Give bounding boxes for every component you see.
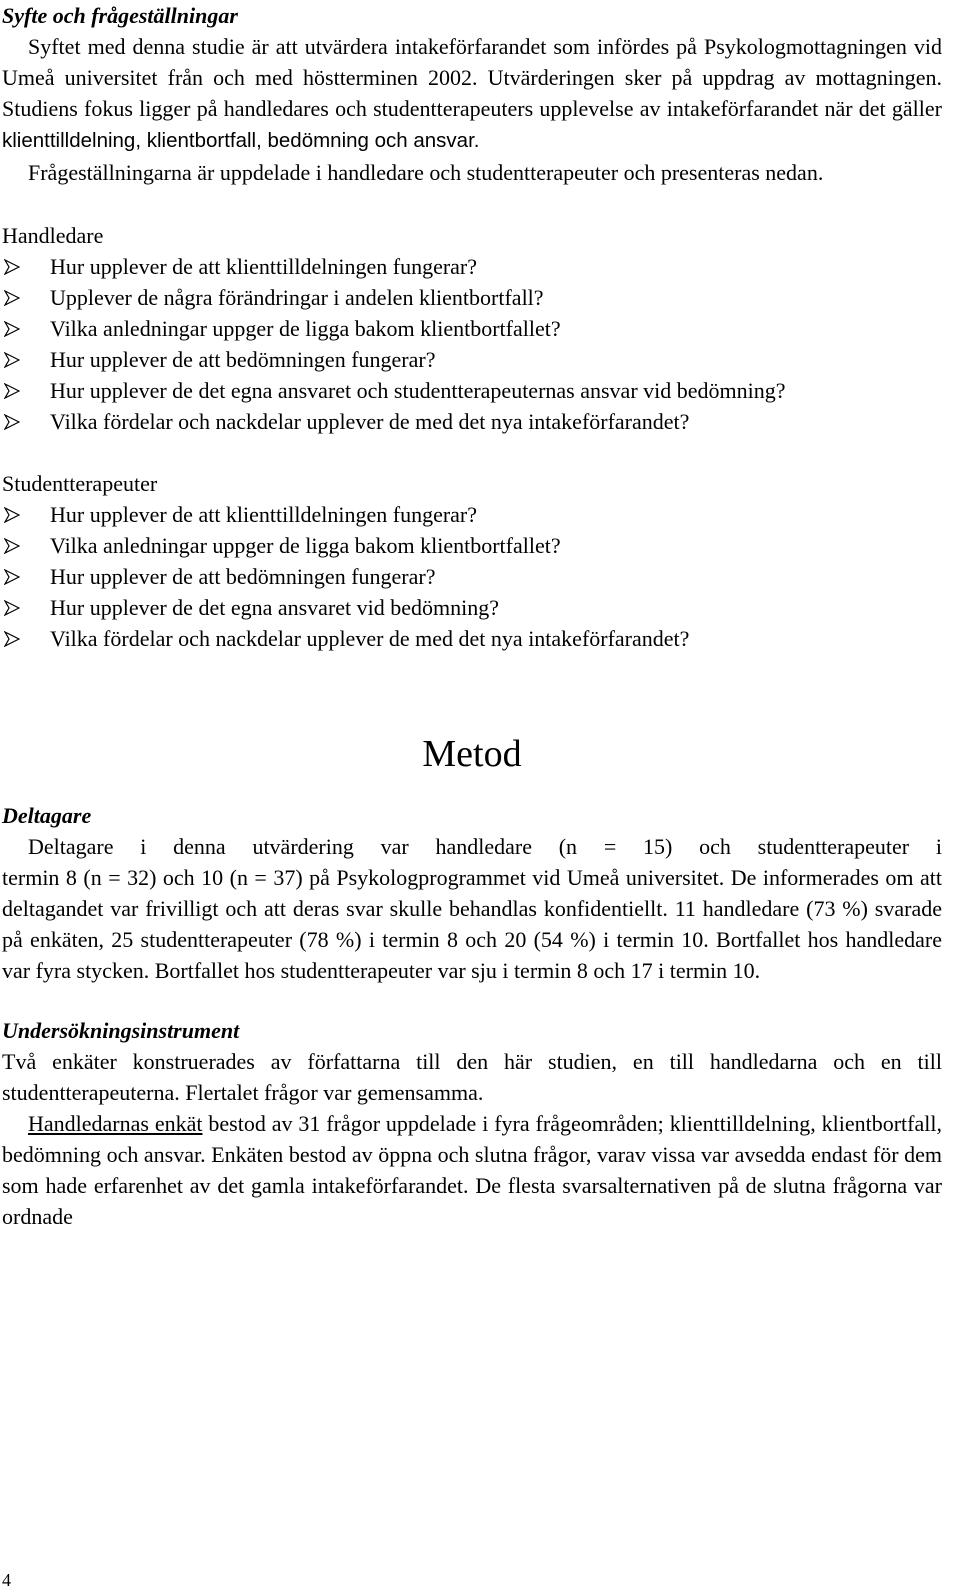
undersokning-paragraph-1: Två enkäter konstruerades av författarna till den här studien, en till handledarna och en till studentterapeuterna. Flertalet frågor var gemensamma. [2,1049,942,1105]
studentterapeuter-question: Vilka fördelar och nackdelar upplever de med det nya intakeförfarandet? [2,623,942,654]
syfte-paragraph-sans: klienttilldelning, klientbortfall, bedömning och ansvar. [2,129,480,152]
arrow-bullet-icon [4,569,20,585]
studentterapeuter-question: Vilka anledningar uppger de ligga bakom klientbortfallet? [2,530,942,561]
deltagare-paragraph-line1: Deltagare i denna utvärdering var handledare (n = 15) och studentterapeuter i [28,834,942,859]
page-number: 4 [2,1570,11,1590]
arrow-bullet-icon [4,538,20,554]
arrow-bullet-icon [4,631,20,647]
undersokning-paragraph-2-text: bestod av 31 frågor uppdelade i fyra frågeområden; klienttilldelning, klientbortfall, bedömning och ansvar. Enkäten bestod av öppna och slutna frågor, varav vissa var avsedda endast för dem som hade erfarenhet av det gamla intakeförfarandet. De flesta svarsalternativen på de slutna frågorna var ordnade [2,1111,942,1229]
studentterapeuter-heading: Studentterapeuter [2,471,158,496]
handledare-question: Hur upplever de att klienttilldelningen fungerar? [2,251,942,282]
handledare-question-list [2,251,942,437]
studentterapeuter-question-list [2,499,942,654]
handledare-question: Hur upplever de att bedömningen fungerar? [2,344,942,375]
deltagare-heading: Deltagare [2,803,92,828]
arrow-bullet-icon [4,321,20,337]
arrow-bullet-icon [4,383,20,399]
handledare-question: Vilka anledningar uppger de ligga bakom klientbortfallet? [2,313,942,344]
arrow-bullet-icon [4,259,20,275]
deltagare-paragraph-rest: termin 8 (n = 32) och 10 (n = 37) på Psykologprogrammet vid Umeå universitet. De informerades om att deltagandet var frivilligt och att deras svar skulle behandlas konfidentiellt. 11 handledare (73 %) svarade på enkäten, 25 studentterapeuter (78 %) i termin 8 och 20 (54 %) i termin 10. Bortfallet hos handledare var fyra stycken. Bortfallet hos studentterapeuter var sju i termin 8 och 17 i termin 10. [2,865,942,983]
arrow-bullet-icon [4,600,20,616]
handledare-question: Vilka fördelar och nackdelar upplever de med det nya intakeförfarandet? [2,406,942,437]
syfte-paragraph [2,31,942,156]
handledare-question: Upplever de några förändringar i andelen klientbortfall? [2,282,942,313]
studentterapeuter-question: Hur upplever de att klienttilldelningen fungerar? [2,499,942,530]
handledare-heading: Handledare [2,223,104,248]
handledarnas-enkat-term: Handledarnas enkät [28,1111,203,1136]
handledare-question: Hur upplever de det egna ansvaret och studentterapeuternas ansvar vid bedömning? [2,375,942,406]
arrow-bullet-icon [4,290,20,306]
studentterapeuter-question: Hur upplever de att bedömningen fungerar? [2,561,942,592]
metod-heading: Metod [422,733,522,775]
document-page [2,0,942,1232]
fragestallningar-paragraph: Frågeställningarna är uppdelade i handledare och studentterapeuter och presenteras nedan. [28,160,824,185]
arrow-bullet-icon [4,352,20,368]
studentterapeuter-question: Hur upplever de det egna ansvaret vid bedömning? [2,592,942,623]
arrow-bullet-icon [4,507,20,523]
undersokning-paragraph-2 [2,1108,942,1232]
syfte-paragraph-serif: Syftet med denna studie är att utvärdera intakeförfarandet som infördes på Psykologmottagningen vid Umeå universitet från och med höstterminen 2002. Utvärderingen sker på uppdrag av mottagningen. Studiens fokus ligger på handledares och studentterapeuters upplevelse av intakeförfarandet när det gäller [2,34,942,121]
arrow-bullet-icon [4,414,20,430]
undersokning-heading: Undersökningsinstrument [2,1018,240,1043]
section-heading-syfte: Syfte och frågeställningar [2,3,238,28]
